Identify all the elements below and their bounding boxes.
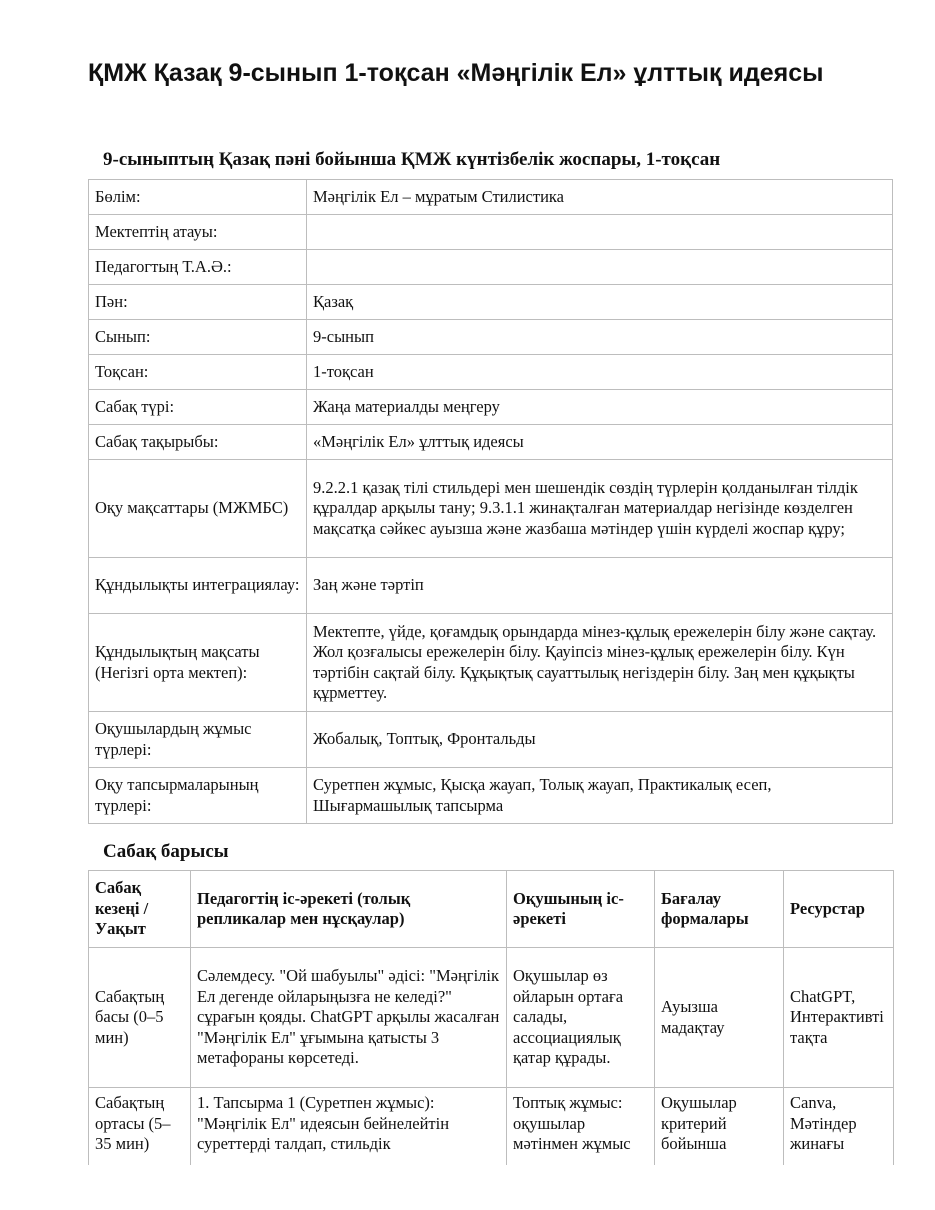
info-label: Сабақ түрі: [89, 390, 307, 425]
info-value: 1-тоқсан [307, 355, 893, 390]
info-value: Жаңа материалды меңгеру [307, 390, 893, 425]
plan-heading: 9-сыныптың Қазақ пәні бойынша ҚМЖ күнтізбелік жоспары, 1-тоқсан [103, 149, 721, 170]
info-row [89, 712, 893, 768]
info-value: 9.2.2.1 қазақ тілі стильдері мен шешендік сөздің түрлерін қолданылған тілдік құралдар арқылы тану; 9.3.1.1 жинақталған материалдар негізінде көзделген мақсатқа сәйкес ауызша және жазбаша мәтіндер үшін күрделі жоспар құру; [307, 460, 893, 558]
info-value: 9-сынып [307, 320, 893, 355]
info-row [89, 215, 893, 250]
info-label: Пән: [89, 285, 307, 320]
info-row [89, 558, 893, 614]
header-student-activity: Оқушының іс-әрекеті [507, 871, 655, 948]
lesson-heading: Сабақ барысы [103, 841, 229, 862]
resources: Canva, Мәтіндер жинағы [784, 1088, 894, 1166]
info-label: Сабақ тақырыбы: [89, 425, 307, 460]
info-label: Сынып: [89, 320, 307, 355]
document-title: ҚМЖ Қазақ 9-сынып 1-тоқсан «Мәңгілік Ел» ұлттық идеясы [88, 59, 824, 87]
assessment: Оқушылар критерий бойынша [655, 1088, 784, 1166]
info-value: Қазақ [307, 285, 893, 320]
info-label: Педагогтың Т.А.Ә.: [89, 250, 307, 285]
lesson-row [89, 1088, 894, 1166]
info-row [89, 180, 893, 215]
info-value: Мектепте, үйде, қоғамдық орындарда мінез-құлық ережелерін білу және сақтау. Жол қозғалысы ережелерін білу. Қауіпсіз мінез-құлық ережелерін білу. Күн тәртібін сақтай білу. Құқықтық сауаттылық негіздерін білу. Заң мен құқықты құрметтеу. [307, 614, 893, 712]
info-row [89, 614, 893, 712]
info-label: Оқушылардың жұмыс түрлері: [89, 712, 307, 768]
info-row [89, 320, 893, 355]
info-label: Құндылықтың мақсаты (Негізгі орта мектеп): [89, 614, 307, 712]
header-teacher-activity: Педагогтің іс-әрекеті (толық репликалар мен нұсқаулар) [191, 871, 507, 948]
info-row [89, 285, 893, 320]
info-row [89, 460, 893, 558]
assessment: Ауызша мадақтау [655, 948, 784, 1088]
info-value: Мәңгілік Ел – мұратым Стилистика [307, 180, 893, 215]
info-label: Оқу мақсаттары (МЖМБС) [89, 460, 307, 558]
info-row [89, 425, 893, 460]
teacher-activity: Сәлемдесу. "Ой шабуылы" әдісі: "Мәңгілік Ел дегенде ойларыңызға не келеді?" сұрағын қояды. ChatGPT арқылы жасалған "Мәңгілік Ел" ұғымына қатысты 3 метафораны көрсетеді. [191, 948, 507, 1088]
info-value: Жобалық, Топтық, Фронтальды [307, 712, 893, 768]
info-label: Тоқсан: [89, 355, 307, 390]
header-assessment: Бағалау формалары [655, 871, 784, 948]
info-label: Оқу тапсырмаларының түрлері: [89, 768, 307, 824]
lesson-row [89, 948, 894, 1088]
student-activity: Топтық жұмыс: оқушылар мәтінмен жұмыс [507, 1088, 655, 1166]
lesson-header-row [89, 871, 894, 948]
lesson-flow-table [88, 870, 894, 1165]
header-resources: Ресурстар [784, 871, 894, 948]
lesson-stage: Сабақтың басы (0–5 мин) [89, 948, 191, 1088]
info-label: Құндылықты интеграциялау: [89, 558, 307, 614]
info-value: Заң және тәртіп [307, 558, 893, 614]
info-label: Бөлім: [89, 180, 307, 215]
info-value [307, 250, 893, 285]
teacher-activity: 1. Тапсырма 1 (Суретпен жұмыс): "Мәңгілік Ел" идеясын бейнелейтін суреттерді талдап, стильдік [191, 1088, 507, 1166]
info-row [89, 768, 893, 824]
header-stage: Сабақ кезеңі / Уақыт [89, 871, 191, 948]
info-value: Суретпен жұмыс, Қысқа жауап, Толық жауап, Практикалық есеп, Шығармашылық тапсырма [307, 768, 893, 824]
info-label: Мектептің атауы: [89, 215, 307, 250]
lesson-stage: Сабақтың ортасы (5–35 мин) [89, 1088, 191, 1166]
resources: ChatGPT, Интерактивті тақта [784, 948, 894, 1088]
lesson-info-table [88, 179, 893, 824]
info-row [89, 390, 893, 425]
info-row [89, 250, 893, 285]
info-value: «Мәңгілік Ел» ұлттық идеясы [307, 425, 893, 460]
info-value [307, 215, 893, 250]
student-activity: Оқушылар өз ойларын ортаға салады, ассоциациялық қатар құрады. [507, 948, 655, 1088]
info-row [89, 355, 893, 390]
